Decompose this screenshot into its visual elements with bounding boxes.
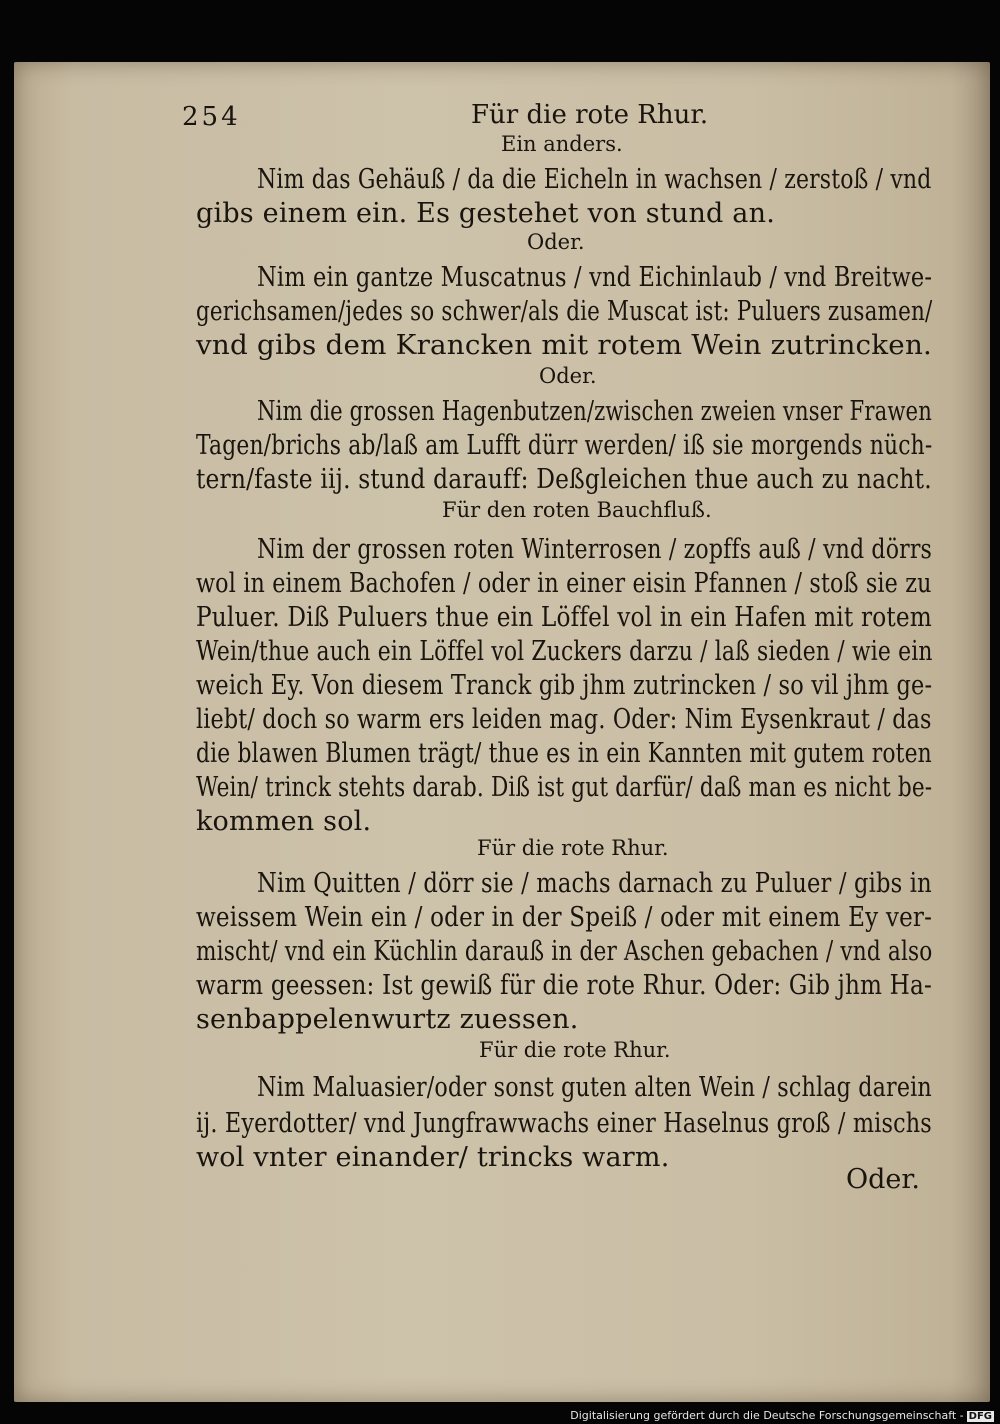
text-line: Nim das Gehäuß / da die Eicheln in wachsen / zerstoß / vnd: [257, 164, 932, 195]
section-heading: Oder.: [539, 364, 597, 388]
section-heading: Für die rote Rhur.: [477, 836, 669, 860]
book-page: [14, 62, 990, 1402]
text-line: mischt/ vnd ein Küchlin darauß in der Aschen gebachen / vnd also: [196, 936, 933, 967]
text-line: Puluer. Diß Puluers thue ein Löffel vol in ein Hafen mit rotem: [196, 602, 932, 633]
catchword: Oder.: [846, 1164, 920, 1195]
text-line: weissem Wein ein / oder in der Speiß / oder mit einem Ey ver-: [196, 902, 933, 933]
digitization-credit: [570, 1409, 994, 1422]
text-line: Nim der grossen roten Winterrosen / zopffs auß / vnd dörrs: [257, 534, 933, 565]
section-heading: Oder.: [527, 230, 585, 254]
running-head: Für die rote Rhur.: [471, 100, 709, 130]
text-line: warm geessen: Ist gewiß für die rote Rhur. Oder: Gib jhm Ha-: [196, 970, 932, 1001]
section-heading: Für die rote Rhur.: [479, 1038, 671, 1062]
text-line: weich Ey. Von diesem Tranck gib jhm zutrincken / so vil jhm ge-: [196, 670, 933, 701]
credit-text: Digitalisierung gefördert durch die Deutsche Forschungsgemeinschaft -: [570, 1409, 964, 1422]
text-line: kommen sol.: [196, 806, 372, 837]
text-line: gerichsamen/jedes so schwer/als die Muscat ist: Puluers zusamen/: [196, 296, 933, 327]
section-heading: Für den roten Bauchfluß.: [442, 498, 712, 522]
text-line: die blawen Blumen trägt/ thue es in ein Kannten mit gutem roten: [196, 738, 932, 769]
text-line: senbappelenwurtz zuessen.: [196, 1004, 579, 1035]
text-line: Nim Quitten / dörr sie / machs darnach zu Puluer / gibs in: [257, 868, 932, 899]
text-line: Nim Maluasier/oder sonst guten alten Wein / schlag darein: [257, 1072, 932, 1103]
text-line: ij. Eyerdotter/ vnd Jungfrawwachs einer Haselnus groß / mischs: [196, 1108, 932, 1139]
text-line: Tagen/brichs ab/laß am Lufft dürr werden/ iß sie morgends nüch-: [196, 430, 933, 461]
dfg-logo: DFG: [968, 1411, 992, 1422]
section-heading: Ein anders.: [501, 132, 623, 156]
text-line: liebt/ doch so warm ers leiden mag. Oder: Nim Eysenkraut / das: [196, 704, 932, 735]
page-number: 254: [182, 102, 241, 132]
text-line: vnd gibs dem Krancken mit rotem Wein zutrincken.: [196, 330, 933, 361]
text-line: Nim ein gantze Muscatnus / vnd Eichinlaub / vnd Breitwe-: [257, 262, 933, 293]
text-line: Nim die grossen Hagenbutzen/zwischen zweien vnser Frawen: [257, 396, 932, 427]
text-line: gibs einem ein. Es gestehet von stund an.: [196, 198, 775, 229]
text-line: wol in einem Bachofen / oder in einer eisin Pfannen / stoß sie zu: [196, 568, 932, 599]
text-line: tern/faste iij. stund darauff: Deßgleichen thue auch zu nacht.: [196, 464, 932, 495]
text-line: Wein/thue auch ein Löffel vol Zuckers darzu / laß sieden / wie ein: [196, 636, 933, 667]
text-line: wol vnter einander/ trincks warm.: [196, 1142, 670, 1173]
text-line: Wein/ trinck stehts darab. Diß ist gut darfür/ daß man es nicht be-: [196, 772, 933, 803]
